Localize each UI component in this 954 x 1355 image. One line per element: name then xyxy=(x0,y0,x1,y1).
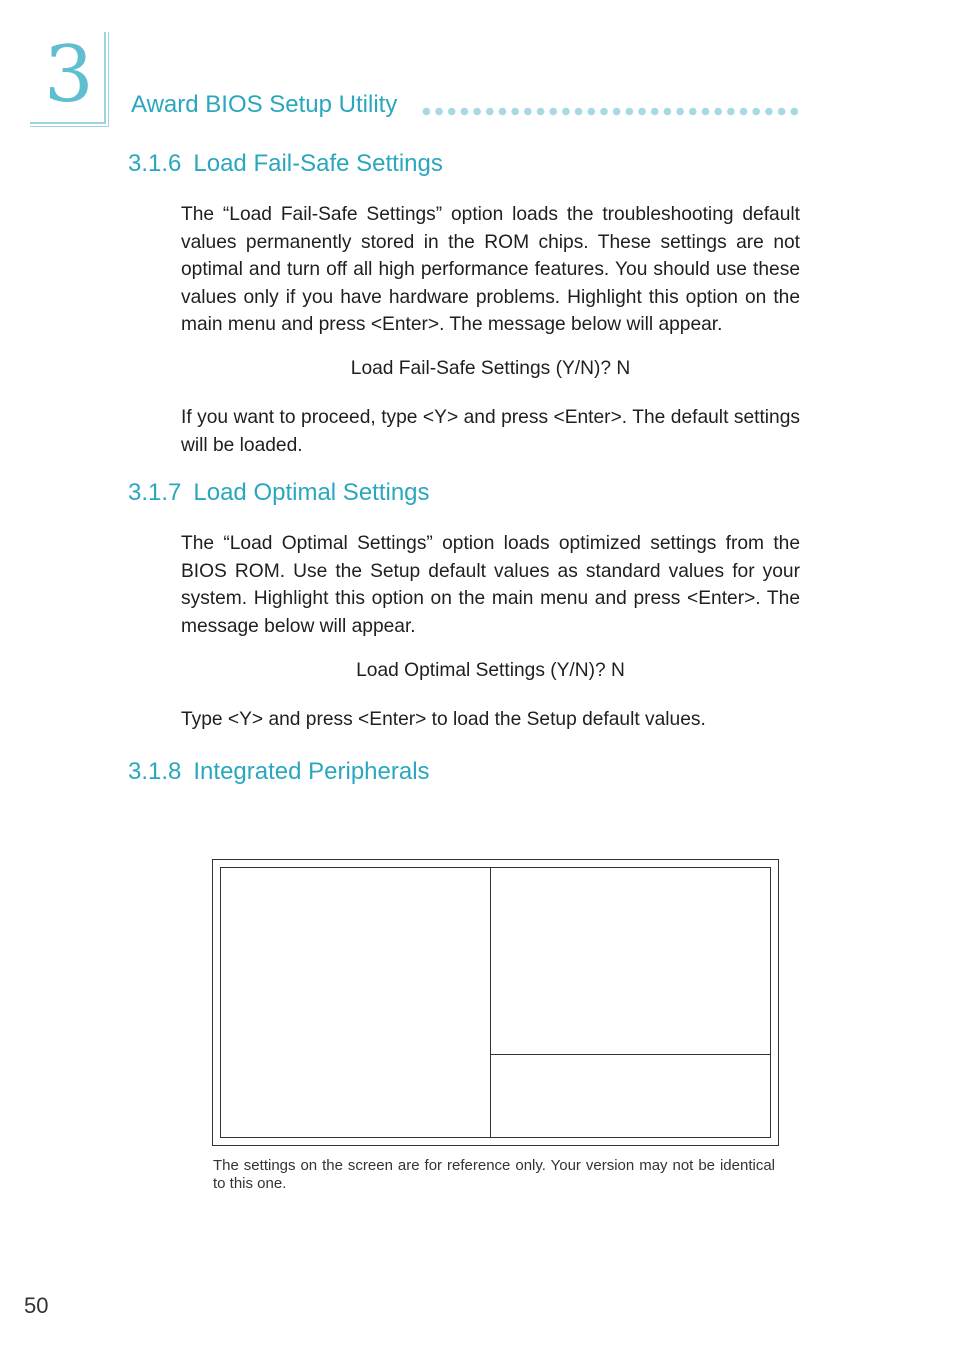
section-title: Integrated Peripherals xyxy=(193,758,430,785)
section-heading-load-failsafe xyxy=(128,150,443,178)
bios-screen-help-divider xyxy=(491,1054,770,1055)
optimal-instruction: Type <Y> and press <Enter> to load the Setup default values. xyxy=(181,709,706,730)
section-number: 3.1.6 xyxy=(128,150,182,177)
section-heading-integrated-peripherals xyxy=(128,758,430,786)
optimal-description: The “Load Optimal Settings” option loads optimized settings from the BIOS ROM. Use the Setup default values as standard values for your system. Highlight this option on the main menu and press <Enter>. The message below will appear. xyxy=(181,533,800,637)
failsafe-prompt: Load Fail-Safe Settings (Y/N)? N xyxy=(350,358,631,379)
header-dotted-rule xyxy=(420,107,802,116)
section-title: Load Fail-Safe Settings xyxy=(193,150,443,177)
section-heading-load-optimal xyxy=(128,479,430,507)
bios-screen-inner-frame xyxy=(220,867,771,1138)
section-title: Load Optimal Settings xyxy=(193,479,430,506)
page-number: 50 xyxy=(24,1293,49,1318)
figure-caption: The settings on the screen are for reference only. Your version may not be identical to this one. xyxy=(213,1157,775,1192)
bios-screen-pane-divider xyxy=(490,867,491,1137)
section-number: 3.1.7 xyxy=(128,479,182,506)
optimal-prompt: Load Optimal Settings (Y/N)? N xyxy=(356,660,625,681)
chapter-number: 3 xyxy=(44,30,94,120)
failsafe-description: The “Load Fail-Safe Settings” option loads the troubleshooting default values permanently stored in the ROM chips. These settings are not optimal and turn off all high performance features. You should use these values only if you have hardware problems. Highlight this option on the main menu and press <Enter>. The message below will appear. xyxy=(181,204,800,335)
section-number: 3.1.8 xyxy=(128,758,182,785)
chapter-title: Award BIOS Setup Utility xyxy=(131,91,398,118)
failsafe-instruction: If you want to proceed, type <Y> and press <Enter>. The default settings will be loaded. xyxy=(181,407,800,456)
